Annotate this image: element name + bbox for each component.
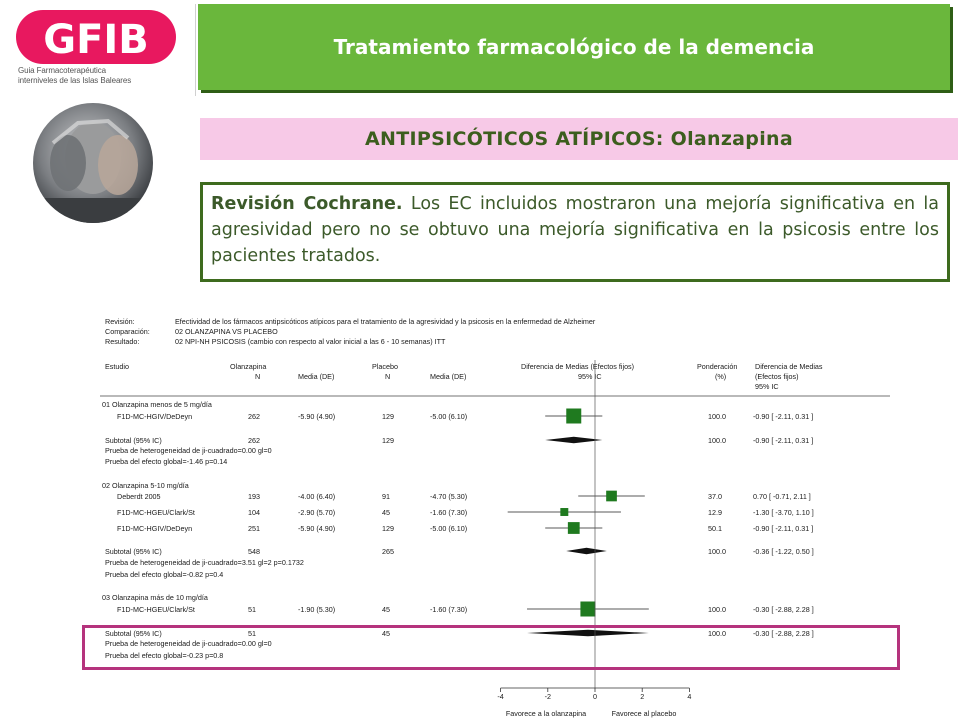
study-mean1: -4.00 (6.40) (298, 492, 336, 501)
subtotal-n1: 548 (248, 547, 260, 556)
subtotal-n2: 45 (382, 629, 390, 638)
study-name: F1D-MC-HGIV/DeDeyn (117, 412, 193, 421)
subtotal-diamond (566, 548, 607, 554)
study-weight: 100.0 (708, 605, 726, 614)
subtotal-n2: 265 (382, 547, 394, 556)
subtitle-banner (200, 118, 958, 160)
meta-value-review: Efectividad de los fármacos antipsicóticos atípicos para el tratamiento de la agresividad y la psicosis en la enfermedad de Alzheimer (175, 317, 596, 326)
col-diff2: Diferencia de Medias (755, 362, 823, 371)
x-tick-label: -4 (497, 692, 504, 701)
study-name: F1D-MC-HGIV/DeDeyn (117, 524, 193, 533)
gfib-logo-mark (16, 8, 176, 68)
study-mean2: -1.60 (7.30) (430, 508, 468, 517)
study-weight: 37.0 (708, 492, 722, 501)
title-banner (198, 4, 950, 90)
study-n2: 129 (382, 524, 394, 533)
effect-square (568, 522, 580, 534)
col-pond: Ponderación (697, 362, 738, 371)
highlight-box (82, 625, 900, 670)
study-n1: 104 (248, 508, 260, 517)
col-ci: 95% IC (578, 372, 602, 381)
study-mean1: -5.90 (4.90) (298, 524, 336, 533)
forest-column-headers (105, 362, 823, 391)
study-n2: 129 (382, 412, 394, 421)
study-mean2: -4.70 (5.30) (430, 492, 468, 501)
study-name: F1D-MC-HGEU/Clark/St (117, 605, 195, 614)
study-n2: 45 (382, 605, 390, 614)
subtotal-label: Subtotal (95% IC) (105, 629, 162, 638)
study-mean2: -5.00 (6.10) (430, 412, 468, 421)
effect-square (566, 409, 581, 424)
study-mean2: -5.00 (6.10) (430, 524, 468, 533)
summary-lead: Revisión Cochrane. (211, 194, 403, 214)
group-title: 03 Olanzapina más de 10 mg/día (102, 593, 208, 602)
forest-rows (102, 400, 814, 660)
col-media2: Media (DE) (430, 372, 467, 381)
col-media1: Media (DE) (298, 372, 335, 381)
study-n1: 251 (248, 524, 260, 533)
study-name: Deberdt 2005 (117, 492, 161, 501)
col-placebo: Placebo (372, 362, 398, 371)
col-n1: N (255, 372, 261, 381)
meta-label-review: Revisión: (105, 317, 135, 326)
forest-meta (105, 317, 596, 346)
group-title: 01 Olanzapina menos de 5 mg/día (102, 400, 212, 409)
heterogeneity-test: Prueba de heterogeneidad de ji-cuadrado=0.00 gl=0 (105, 639, 272, 648)
subtotal-result: -0.30 [ -2.88, 2.28 ] (753, 629, 814, 638)
logo-letters: GFIB (43, 17, 149, 63)
header-divider (195, 4, 196, 96)
col-olanzapina: Olanzapina (230, 362, 267, 371)
x-tick-label: 0 (593, 692, 597, 701)
x-tick-label: -2 (544, 692, 552, 701)
meta-label-outcome: Resultado: (105, 337, 140, 346)
gfib-logo (16, 8, 176, 98)
subtotal-weight: 100.0 (708, 629, 726, 638)
study-result: -0.30 [ -2.88, 2.28 ] (753, 605, 814, 614)
summary-box (200, 182, 950, 282)
study-result: 0.70 [ -0.71, 2.11 ] (753, 492, 811, 501)
study-weight: 100.0 (708, 412, 726, 421)
subtotal-label: Subtotal (95% IC) (105, 547, 162, 556)
study-n1: 262 (248, 412, 260, 421)
subtotal-n2: 129 (382, 436, 394, 445)
favors-placebo-label: Favorece al placebo (611, 709, 677, 718)
overall-effect-test: Prueba del efecto global=-1.46 p=0.14 (105, 457, 228, 466)
overall-effect-test: Prueba del efecto global=-0.23 p=0.8 (105, 651, 224, 660)
col-pct: (%) (715, 372, 727, 381)
meta-value-outcome: 02 NPI-NH PSICOSIS (cambio con respecto al valor inicial a las 6 - 10 semanas) ITT (175, 337, 446, 346)
study-mean2: -1.60 (7.30) (430, 605, 468, 614)
study-n2: 91 (382, 492, 390, 501)
study-weight: 50.1 (708, 524, 722, 533)
overall-effect-test: Prueba del efecto global=-0.82 p=0.4 (105, 570, 224, 579)
subtotal-result: -0.36 [ -1.22, 0.50 ] (753, 547, 814, 556)
study-result: -1.30 [ -3.70, 1.10 ] (753, 508, 814, 517)
group-title: 02 Olanzapina 5-10 mg/día (102, 481, 189, 490)
logo-line-1: Guia Farmacoterapéutica (18, 66, 106, 75)
col-n2: N (385, 372, 391, 381)
favors-olanzapine-label: Favorece a la olanzapina (505, 709, 587, 718)
logo-line-2: interniveles de las Islas Baleares (18, 76, 132, 85)
col-diff: Diferencia de Medias (Efectos fijos) (521, 362, 635, 371)
study-result: -0.90 [ -2.11, 0.31 ] (753, 524, 814, 533)
col-estudio: Estudio (105, 362, 129, 371)
study-n2: 45 (382, 508, 390, 517)
x-tick-label: 4 (687, 692, 692, 701)
subtotal-diamond (545, 437, 602, 443)
subtotal-label: Subtotal (95% IC) (105, 436, 162, 445)
subtotal-weight: 100.0 (708, 547, 726, 556)
portrait-image (33, 103, 153, 223)
study-result: -0.90 [ -2.11, 0.31 ] (753, 412, 814, 421)
effect-square (606, 491, 617, 502)
meta-value-comparison: 02 OLANZAPINA VS PLACEBO (175, 327, 278, 336)
study-name: F1D-MC-HGEU/Clark/St (117, 508, 195, 517)
x-tick-label: 2 (640, 692, 645, 701)
study-n1: 193 (248, 492, 260, 501)
page-title: Tratamiento farmacológico de la demencia (333, 35, 815, 59)
study-mean1: -5.90 (4.90) (298, 412, 336, 421)
col-ci2: 95% IC (755, 382, 779, 391)
meta-label-comparison: Comparación: (105, 327, 150, 336)
heterogeneity-test: Prueba de heterogeneidad de ji-cuadrado=3.51 gl=2 p=0.1732 (105, 558, 304, 567)
effect-square (560, 508, 568, 516)
heterogeneity-test: Prueba de heterogeneidad de ji-cuadrado=0.00 gl=0 (105, 446, 272, 455)
col-fx: (Efectos fijos) (755, 372, 799, 381)
subtotal-n1: 51 (248, 629, 256, 638)
subtotal-weight: 100.0 (708, 436, 726, 445)
section-subtitle: ANTIPSICÓTICOS ATÍPICOS: Olanzapina (365, 128, 793, 150)
study-n1: 51 (248, 605, 256, 614)
effect-square (580, 602, 595, 617)
summary-text: Los EC incluidos mostraron una mejoría significativa en la agresividad pero no se obtuvo una mejoría significativa en la psicosis entre los pacientes tratados. (211, 194, 939, 266)
study-mean1: -2.90 (5.70) (298, 508, 336, 517)
study-mean1: -1.90 (5.30) (298, 605, 336, 614)
subtotal-n1: 262 (248, 436, 260, 445)
subtotal-result: -0.90 [ -2.11, 0.31 ] (753, 436, 814, 445)
forest-marks (508, 409, 649, 637)
study-weight: 12.9 (708, 508, 722, 517)
